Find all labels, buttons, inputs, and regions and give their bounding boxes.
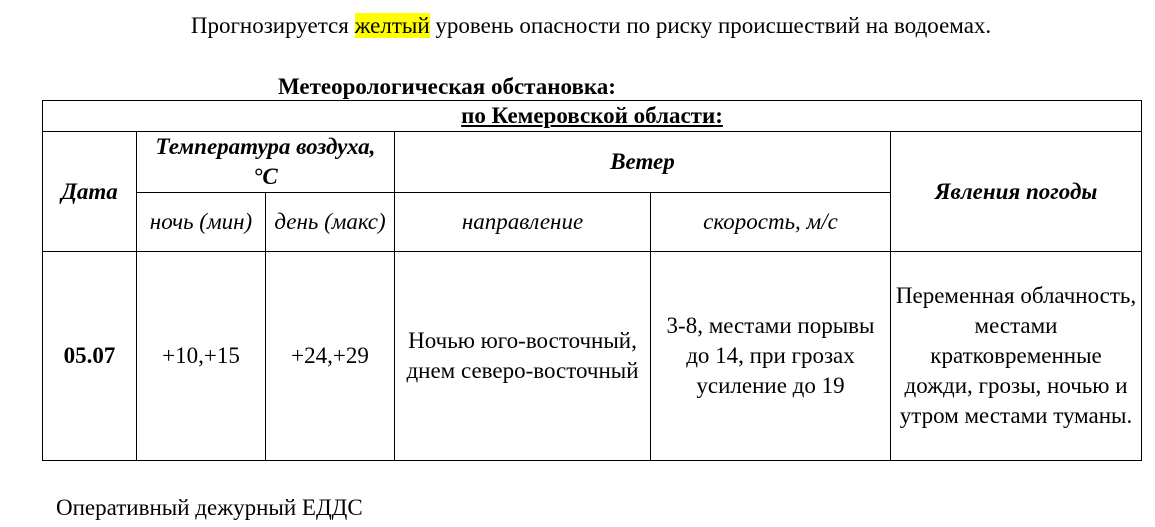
wind-speed-cell: 3-8, местами порывы до 14, при грозах усиление до 19 [651,252,891,461]
wind-speed-header: скорость, м/с [651,193,891,252]
header-row-main [43,132,1142,193]
day-temperature-cell: +24,+29 [266,252,395,461]
meteo-section-title: Метеорологическая обстановка: [278,74,616,99]
danger-level-highlight: желтый [354,13,430,38]
region-row [43,101,1142,132]
forecast-danger-level-notice [0,10,1155,42]
wind-header: Ветер [395,132,891,193]
date-header: Дата [43,132,137,252]
night-min-header: ночь (мин) [137,193,266,252]
wind-direction-header: направление [395,193,651,252]
weather-forecast-table [42,100,1142,461]
wind-direction-cell: Ночью юго-восточный, днем северо-восточный [395,252,651,461]
notice-text-before: Прогнозируется [190,13,355,38]
duty-officer-signature-line: Оперативный дежурный ЕДДС [56,495,363,520]
night-temperature-cell: +10,+15 [137,252,266,461]
notice-text-after: уровень опасности по риску происшествий на водоемах. [429,13,992,38]
weather-phenomena-header: Явления погоды [891,132,1142,252]
table-row [43,252,1142,461]
date-cell: 05.07 [43,252,137,461]
weather-phenomena-cell: Переменная облачность, местами кратковременные дожди, грозы, ночью и утром местами туманы. [891,252,1142,461]
day-max-header: день (макс) [266,193,395,252]
temperature-header: Температура воздуха, °С [137,132,395,193]
region-header: по Кемеровской области: [43,101,1142,132]
